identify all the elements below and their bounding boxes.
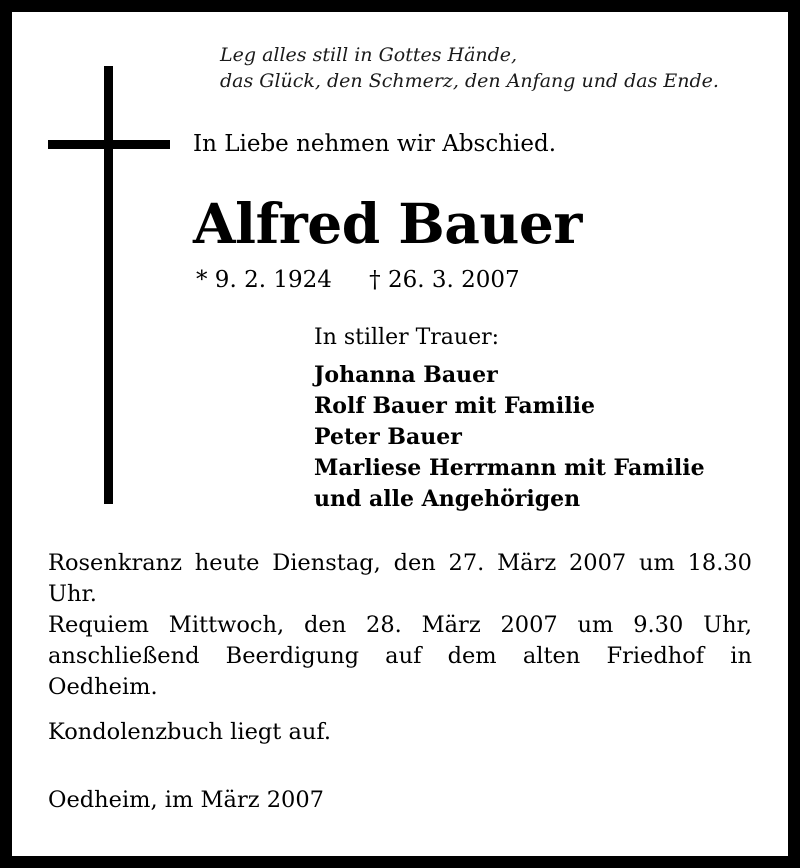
- mourner-name: Marliese Herrmann mit Familie: [314, 455, 705, 481]
- mourner-name: Peter Bauer: [314, 424, 462, 450]
- mourner-name: und alle Angehörigen: [314, 486, 581, 512]
- requiem-notice: Requiem Mittwoch, den 28. März 2007 um 9.30 Uhr, anschließend Beerdigung auf dem alten Friedhof in Oedheim.: [48, 612, 752, 700]
- deceased-name: Alfred Bauer: [193, 191, 582, 256]
- mourner-name: Johanna Bauer: [314, 362, 498, 388]
- cross-icon-vertical-bar: [104, 66, 113, 504]
- death-date: † 26. 3. 2007: [369, 267, 520, 293]
- rosary-notice: Rosenkranz heute Dienstag, den 27. März 2007 um 18.30 Uhr.: [48, 550, 752, 607]
- birth-date: * 9. 2. 1924: [196, 267, 332, 293]
- mourners-label: In stiller Trauer:: [314, 325, 500, 350]
- mourner-name: Rolf Bauer mit Familie: [314, 393, 596, 419]
- condolence-notice: Kondolenzbuch liegt auf.: [48, 719, 332, 745]
- motto-line-2: das Glück, den Schmerz, den Anfang und das Ende.: [220, 70, 719, 92]
- motto-line-1: Leg alles still in Gottes Hände,: [220, 44, 518, 66]
- farewell-intro: In Liebe nehmen wir Abschied.: [193, 131, 557, 157]
- mourners-list: [314, 360, 705, 515]
- life-dates: [196, 264, 520, 296]
- place-and-date: Oedheim, im März 2007: [48, 787, 324, 813]
- service-details: [48, 548, 752, 748]
- cross-icon-horizontal-bar: [48, 140, 170, 149]
- motto-verse: [220, 42, 780, 94]
